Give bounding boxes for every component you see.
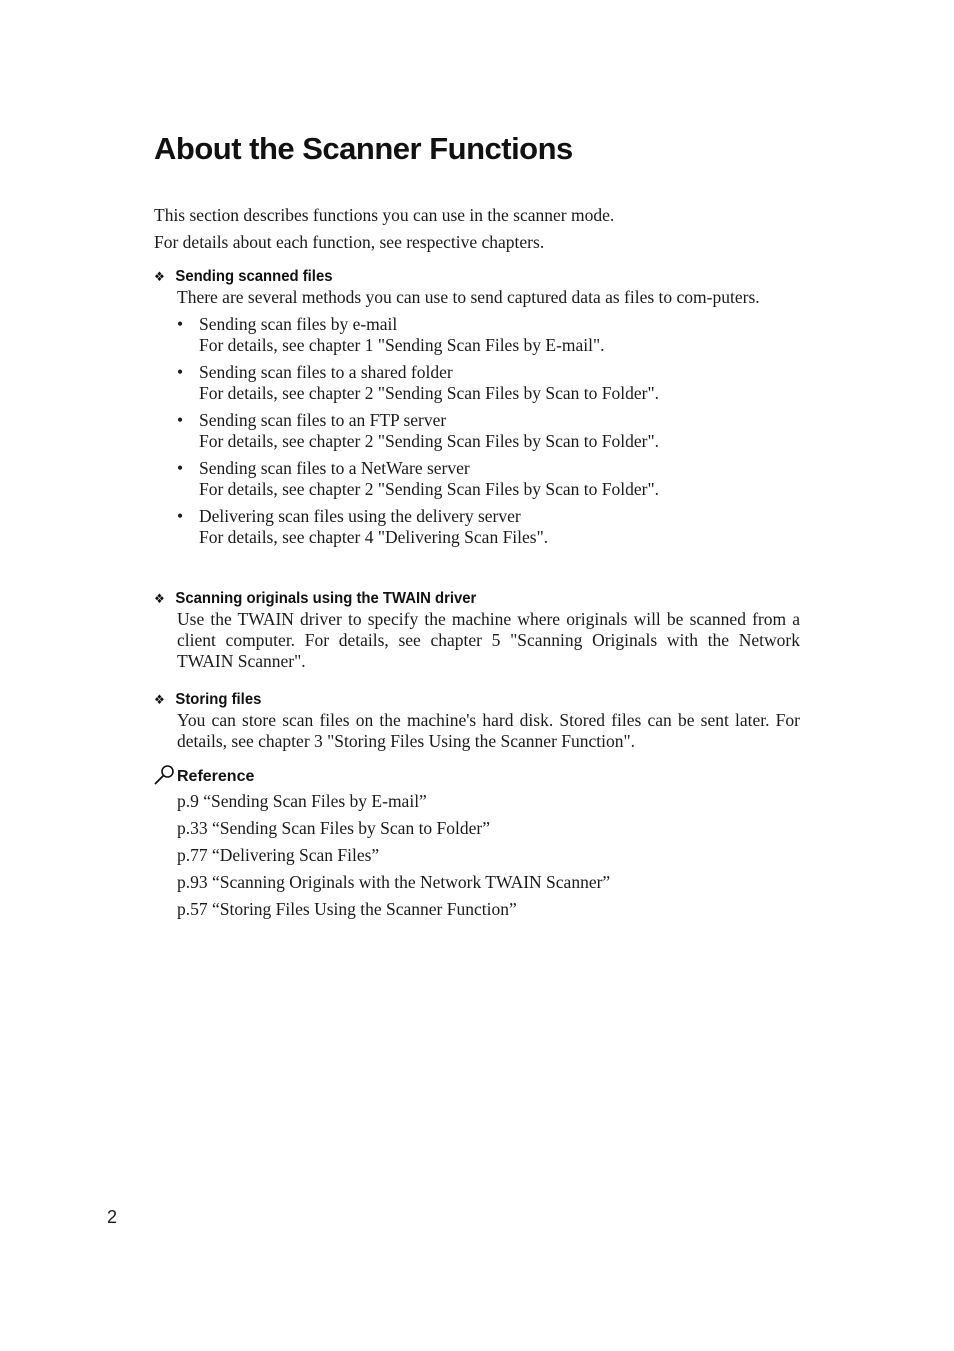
method-list bbox=[177, 314, 800, 548]
list-item bbox=[177, 410, 800, 452]
intro bbox=[154, 202, 814, 256]
bullet-icon: • bbox=[177, 458, 184, 478]
reference-item: p.93 “Scanning Originals with the Network TWAIN Scanner” bbox=[177, 872, 611, 892]
list-item-detail: For details, see chapter 2 "Sending Scan Files by Scan to Folder". bbox=[199, 479, 659, 499]
section-sending-scanned-files bbox=[154, 266, 800, 554]
bullet-icon: • bbox=[177, 410, 184, 430]
reference-heading bbox=[154, 764, 254, 786]
list-item bbox=[177, 506, 800, 548]
list-item bbox=[177, 362, 800, 404]
list-item-label: Sending scan files to a NetWare server bbox=[199, 458, 470, 478]
intro-line: For details about each function, see respective chapters. bbox=[154, 232, 545, 252]
bullet-icon: • bbox=[177, 362, 184, 382]
list-item-detail: For details, see chapter 4 "Delivering Scan Files". bbox=[199, 527, 549, 547]
diamond-icon: ❖ bbox=[154, 591, 165, 606]
list-item-detail: For details, see chapter 2 "Sending Scan Files by Scan to Folder". bbox=[199, 383, 659, 403]
section-body: You can store scan files on the machine's hard disk. Stored files can be sent later. For details, see chapter 3 "Storing Files Using the Scanner Function". bbox=[177, 710, 800, 751]
page-number: 2 bbox=[107, 1207, 118, 1227]
intro-line: This section describes functions you can use in the scanner mode. bbox=[154, 205, 615, 225]
reference-item: p.33 “Sending Scan Files by Scan to Folder” bbox=[177, 818, 491, 838]
reference-item: p.9 “Sending Scan Files by E-mail” bbox=[177, 791, 427, 811]
page-title: About the Scanner Functions bbox=[154, 131, 573, 166]
list-item-detail: For details, see chapter 1 "Sending Scan Files by E-mail". bbox=[199, 335, 605, 355]
section-heading-text: Storing files bbox=[175, 691, 262, 708]
reference-item: p.57 “Storing Files Using the Scanner Function” bbox=[177, 899, 517, 919]
reference-list bbox=[177, 788, 610, 923]
list-item-detail: For details, see chapter 2 "Sending Scan Files by Scan to Folder". bbox=[199, 431, 659, 451]
reference-item: p.77 “Delivering Scan Files” bbox=[177, 845, 380, 865]
section-heading-text: Scanning originals using the TWAIN driver bbox=[175, 590, 477, 607]
bullet-icon: • bbox=[177, 506, 184, 526]
section-heading-text: Sending scanned files bbox=[175, 268, 333, 285]
bullet-icon: • bbox=[177, 314, 184, 334]
section-heading bbox=[154, 689, 755, 710]
section-body: Use the TWAIN driver to specify the machine where originals will be scanned from a client computer. For details, see chapter 5 "Scanning Originals with the Network TWAIN Scanner". bbox=[177, 609, 800, 671]
section-heading bbox=[154, 588, 755, 609]
list-item-label: Sending scan files by e-mail bbox=[199, 314, 398, 334]
list-item-label: Sending scan files to a shared folder bbox=[199, 362, 453, 382]
list-item-label: Delivering scan files using the delivery server bbox=[199, 506, 521, 526]
reference-heading-text: Reference bbox=[177, 768, 255, 785]
section-twain-driver bbox=[154, 588, 800, 672]
magnifier-icon bbox=[154, 764, 177, 786]
diamond-icon: ❖ bbox=[154, 269, 165, 284]
list-item bbox=[177, 314, 800, 356]
list-item bbox=[177, 458, 800, 500]
diamond-icon: ❖ bbox=[154, 692, 165, 707]
list-item-label: Sending scan files to an FTP server bbox=[199, 410, 447, 430]
section-storing-files bbox=[154, 689, 800, 752]
section-body: There are several methods you can use to send captured data as files to com-puters. bbox=[177, 287, 760, 307]
section-heading bbox=[154, 266, 755, 287]
